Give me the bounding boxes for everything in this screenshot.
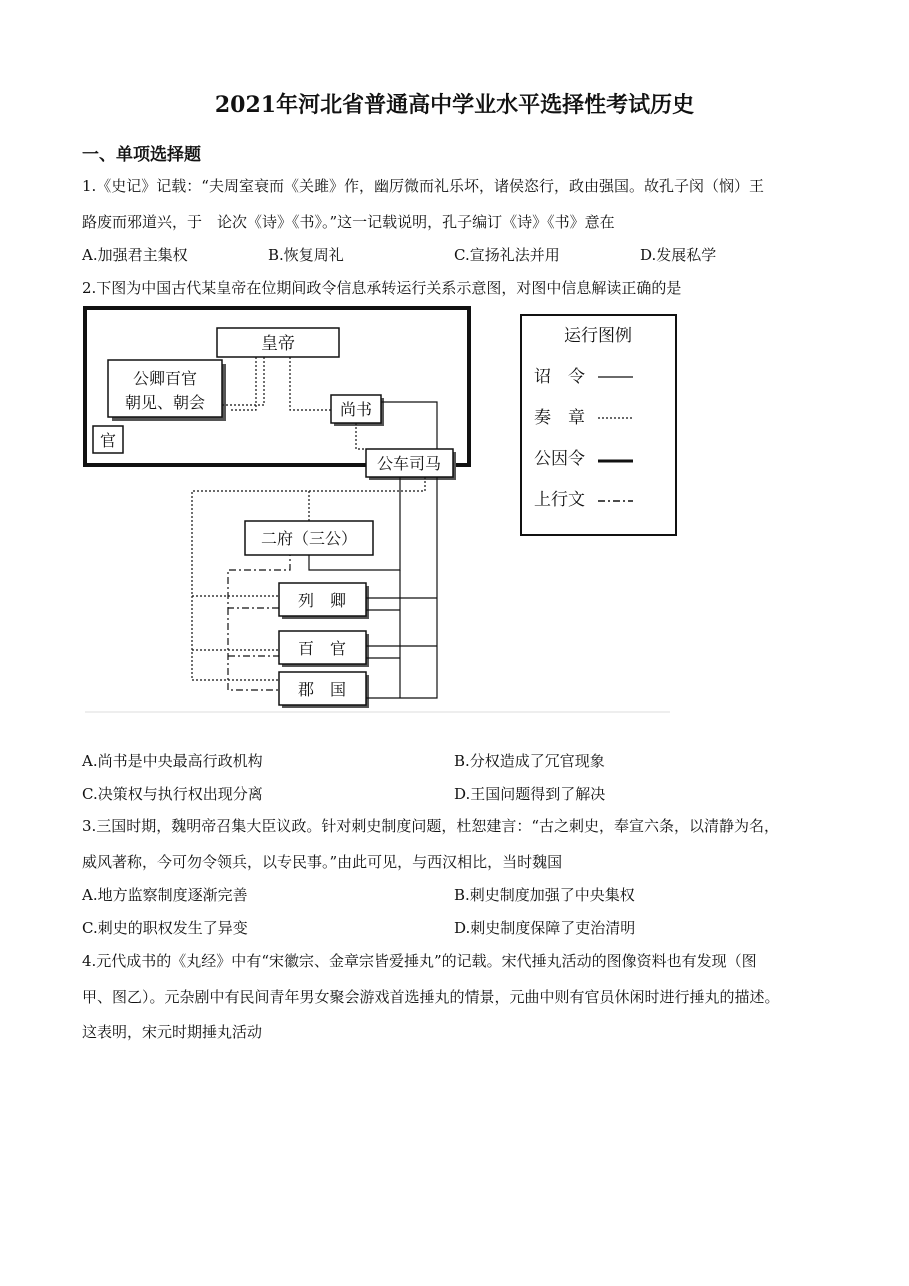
q3-option-c: C.刺史的职权发生了异变: [82, 919, 248, 937]
q3-text-line2: 威风著称，今可勿令领兵，以专民事。”由此可见，与西汉相比，当时魏国: [82, 853, 563, 871]
legend-item-edict: 诏 令: [534, 367, 585, 387]
legend-item-order: 公因令: [534, 449, 585, 469]
q1-text-line2: 路废而邪道兴，于 论次《诗》《书》。”这一记载说明，孔子编订《诗》《书》意在: [82, 213, 615, 231]
lieqing-label: 列 卿: [297, 591, 347, 610]
q3-option-d: D.刺史制度保障了吏治清明: [454, 919, 636, 937]
q2-text-line1: 2.下图为中国古代某皇帝在位期间政令信息承转运行关系示意图，对图中信息解读正确的是: [82, 279, 682, 297]
officials-court-label-1: 公卿百官: [132, 369, 198, 388]
legend-item-memorial: 奏 章: [534, 408, 585, 428]
q1-option-c: C.宣扬礼法并用: [454, 246, 560, 264]
emperor-label: 皇帝: [261, 334, 295, 354]
section-heading: 一、单项选择题: [82, 145, 201, 165]
q2-option-c: C.决策权与执行权出现分离: [82, 785, 263, 803]
gongche-label: 公车司马: [376, 454, 442, 473]
q1-option-d: D.发展私学: [640, 246, 717, 264]
q3-option-a: A.地方监察制度逐渐完善: [82, 886, 248, 904]
q4-text-line1: 4.元代成书的《丸经》中有“宋徽宗、金章宗皆爱捶丸”的记载。宋代捶丸活动的图像资料也有发现（图: [82, 952, 757, 970]
q2-option-b: B.分权造成了冗官现象: [454, 752, 605, 770]
shangshu-label: 尚书: [339, 400, 373, 419]
q1-text-line1: 1.《史记》记载：“夫周室衰而《关雎》作，幽厉微而礼乐坏，诸侯恣行，政由强国。故孔子闵（悯）王: [82, 177, 764, 195]
guan-label: 官: [99, 431, 117, 450]
legend-item-upward: 上行文: [534, 490, 585, 510]
q2-option-d: D.王国问题得到了解决: [454, 785, 606, 803]
erfu-label: 二府（三公）: [260, 529, 358, 548]
q1-option-b: B.恢复周礼: [268, 246, 344, 264]
officials-court-label-2: 朝见、朝会: [124, 393, 206, 412]
baiguan-label: 百 官: [297, 639, 347, 658]
q1-option-a: A.加强君主集权: [82, 246, 188, 264]
q3-option-b: B.刺史制度加强了中央集权: [454, 886, 635, 904]
junguo-label: 郡 国: [297, 680, 347, 699]
legend-title: 运行图例: [564, 326, 632, 346]
page-title: 2021年河北省普通高中学业水平选择性考试历史: [214, 92, 695, 118]
q3-text-line1: 3.三国时期，魏明帝召集大臣议政。针对刺史制度问题，杜恕建言：“古之刺史，奉宣六条，以清静为名，: [82, 817, 779, 835]
q4-text-line3: 这表明，宋元时期捶丸活动: [82, 1023, 263, 1041]
q4-text-line2: 甲、图乙）。元杂剧中有民间青年男女聚会游戏首选捶丸的情景，元曲中则有官员休闲时进行捶丸的描述。: [82, 988, 780, 1006]
q2-option-a: A.尚书是中央最高行政机构: [82, 752, 263, 770]
